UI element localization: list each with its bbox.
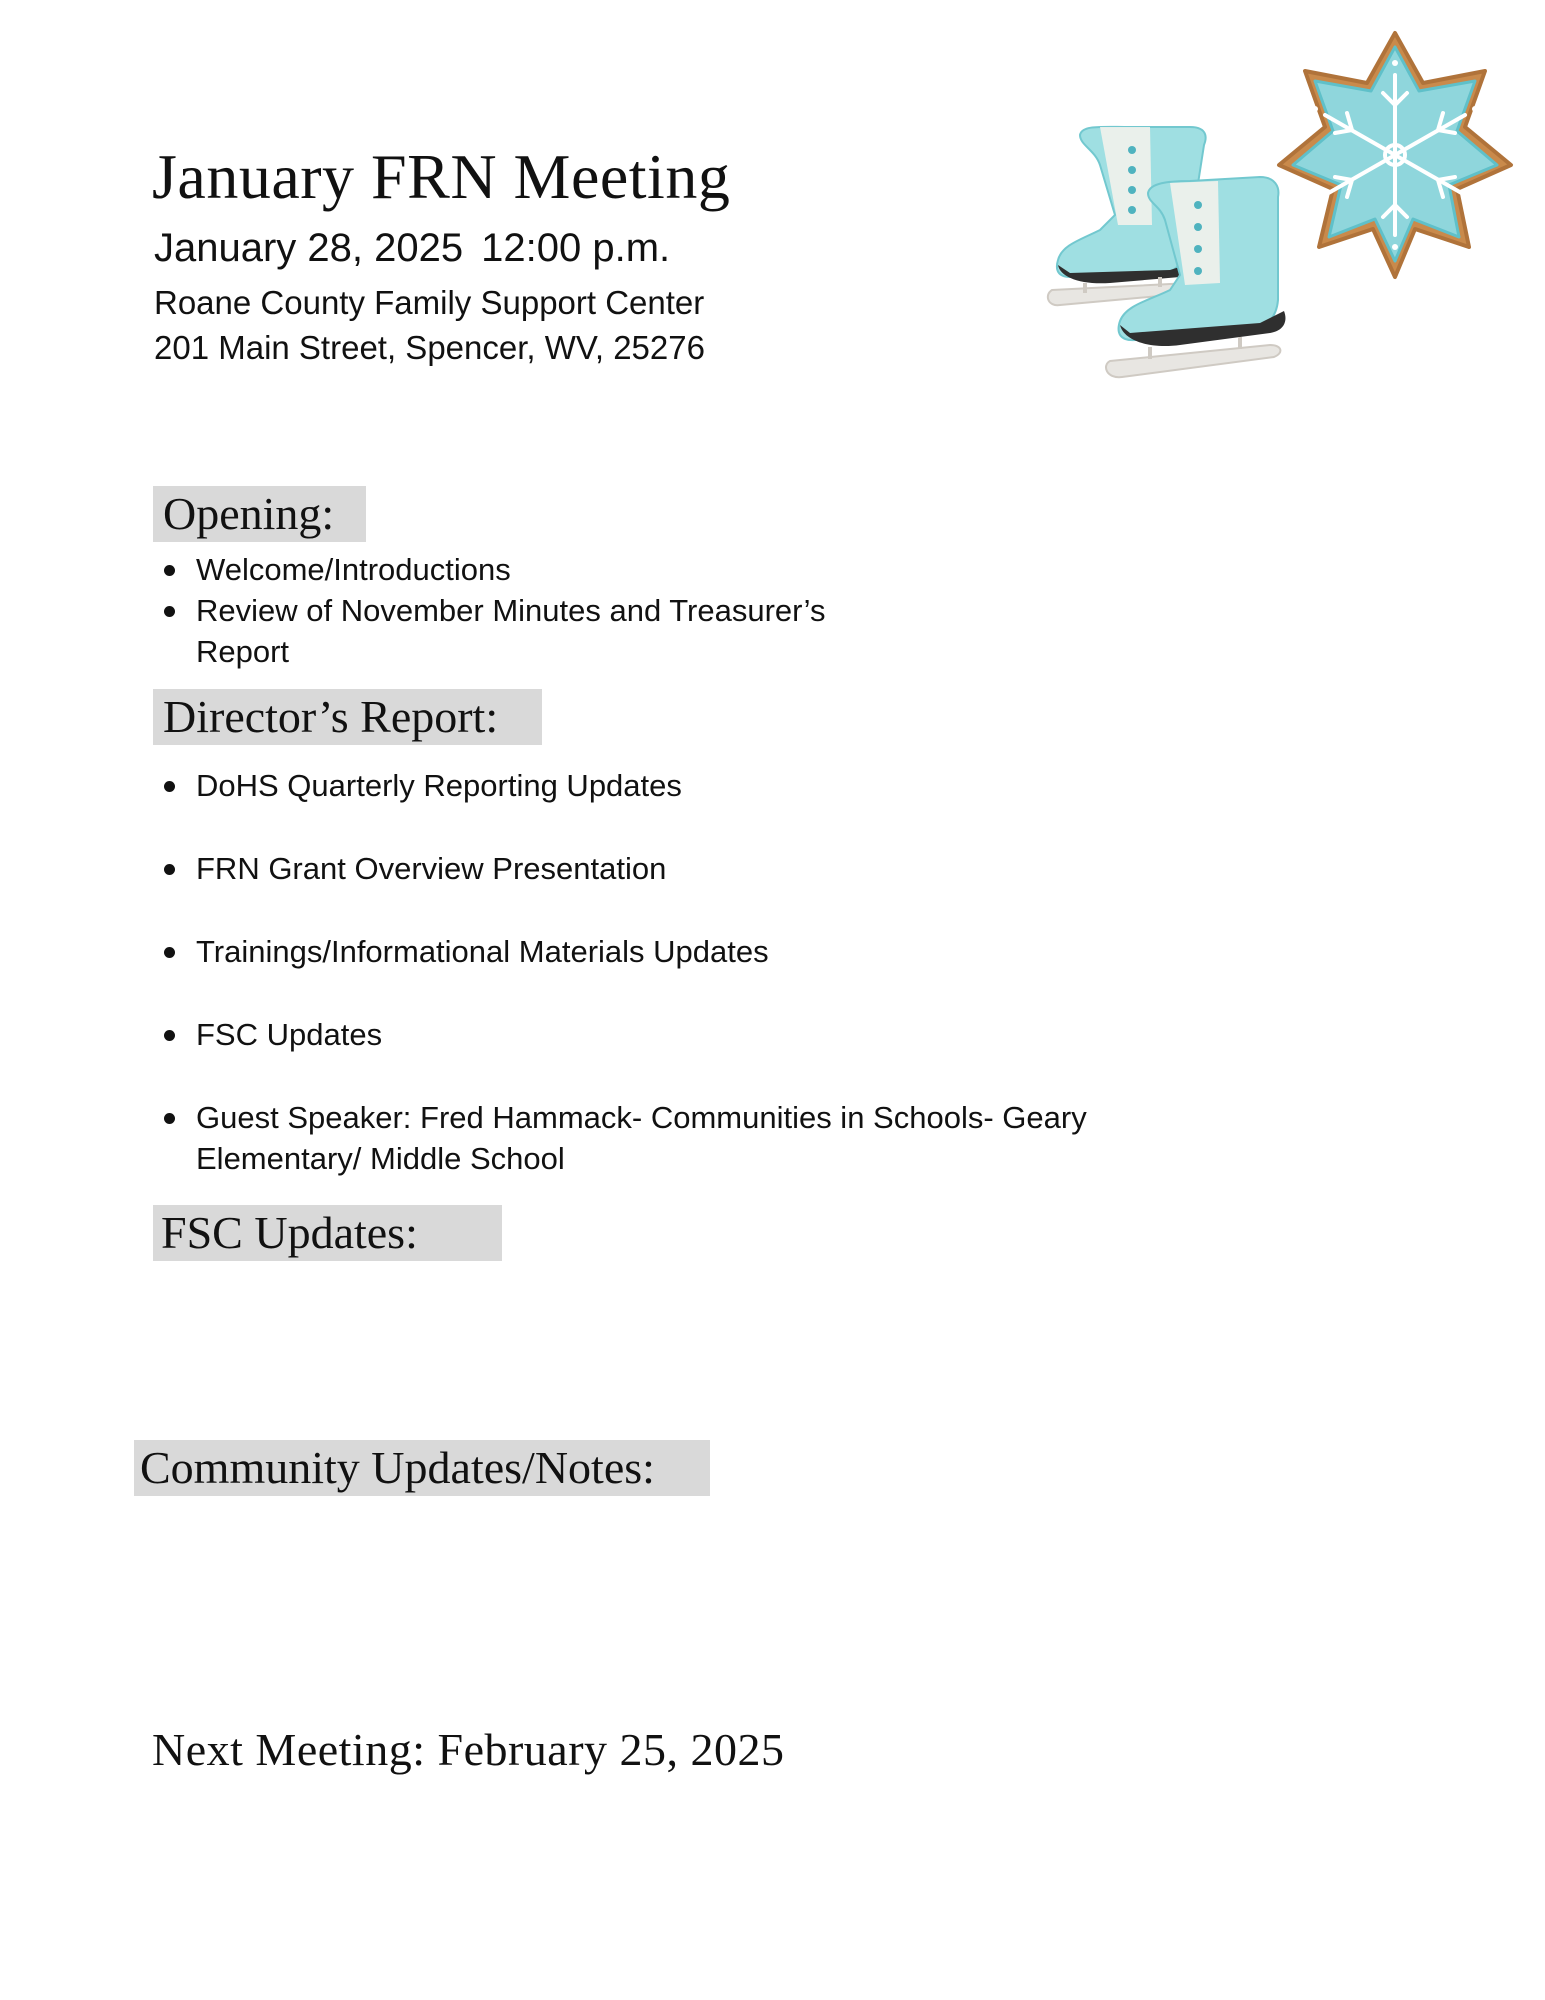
section-heading-directors-report: Director’s Report: (153, 689, 542, 745)
list-item: FRN Grant Overview Presentation (154, 848, 1214, 889)
next-meeting-date: Next Meeting: February 25, 2025 (152, 1724, 785, 1775)
list-item: DoHS Quarterly Reporting Updates (154, 765, 1214, 806)
snowflake-cookie-icon (1279, 33, 1511, 277)
meeting-date: January 28, 2025 (154, 226, 464, 270)
opening-list (154, 549, 914, 672)
list-item: FSC Updates (154, 1014, 1214, 1055)
meeting-date-time (154, 224, 670, 272)
meeting-street-address: 201 Main Street, Spencer, WV, 25276 (154, 329, 705, 366)
list-item: Welcome/Introductions (154, 549, 914, 590)
meeting-venue: Roane County Family Support Center (154, 284, 705, 321)
directors-report-list (154, 765, 1214, 1179)
list-item: Guest Speaker: Fred Hammack- Communities in Schools- Geary Elementary/ Middle School (154, 1097, 1214, 1179)
list-item: Trainings/Informational Materials Updates (154, 931, 1214, 972)
section-heading-fsc-updates: FSC Updates: (153, 1205, 502, 1261)
winter-illustration (1040, 15, 1520, 435)
section-heading-community-updates: Community Updates/Notes: (134, 1440, 710, 1496)
list-item: Review of November Minutes and Treasurer’s Report (154, 590, 914, 672)
page-title: January FRN Meeting (152, 141, 731, 212)
section-heading-opening: Opening: (153, 486, 366, 542)
meeting-time: 12:00 p.m. (481, 226, 671, 270)
